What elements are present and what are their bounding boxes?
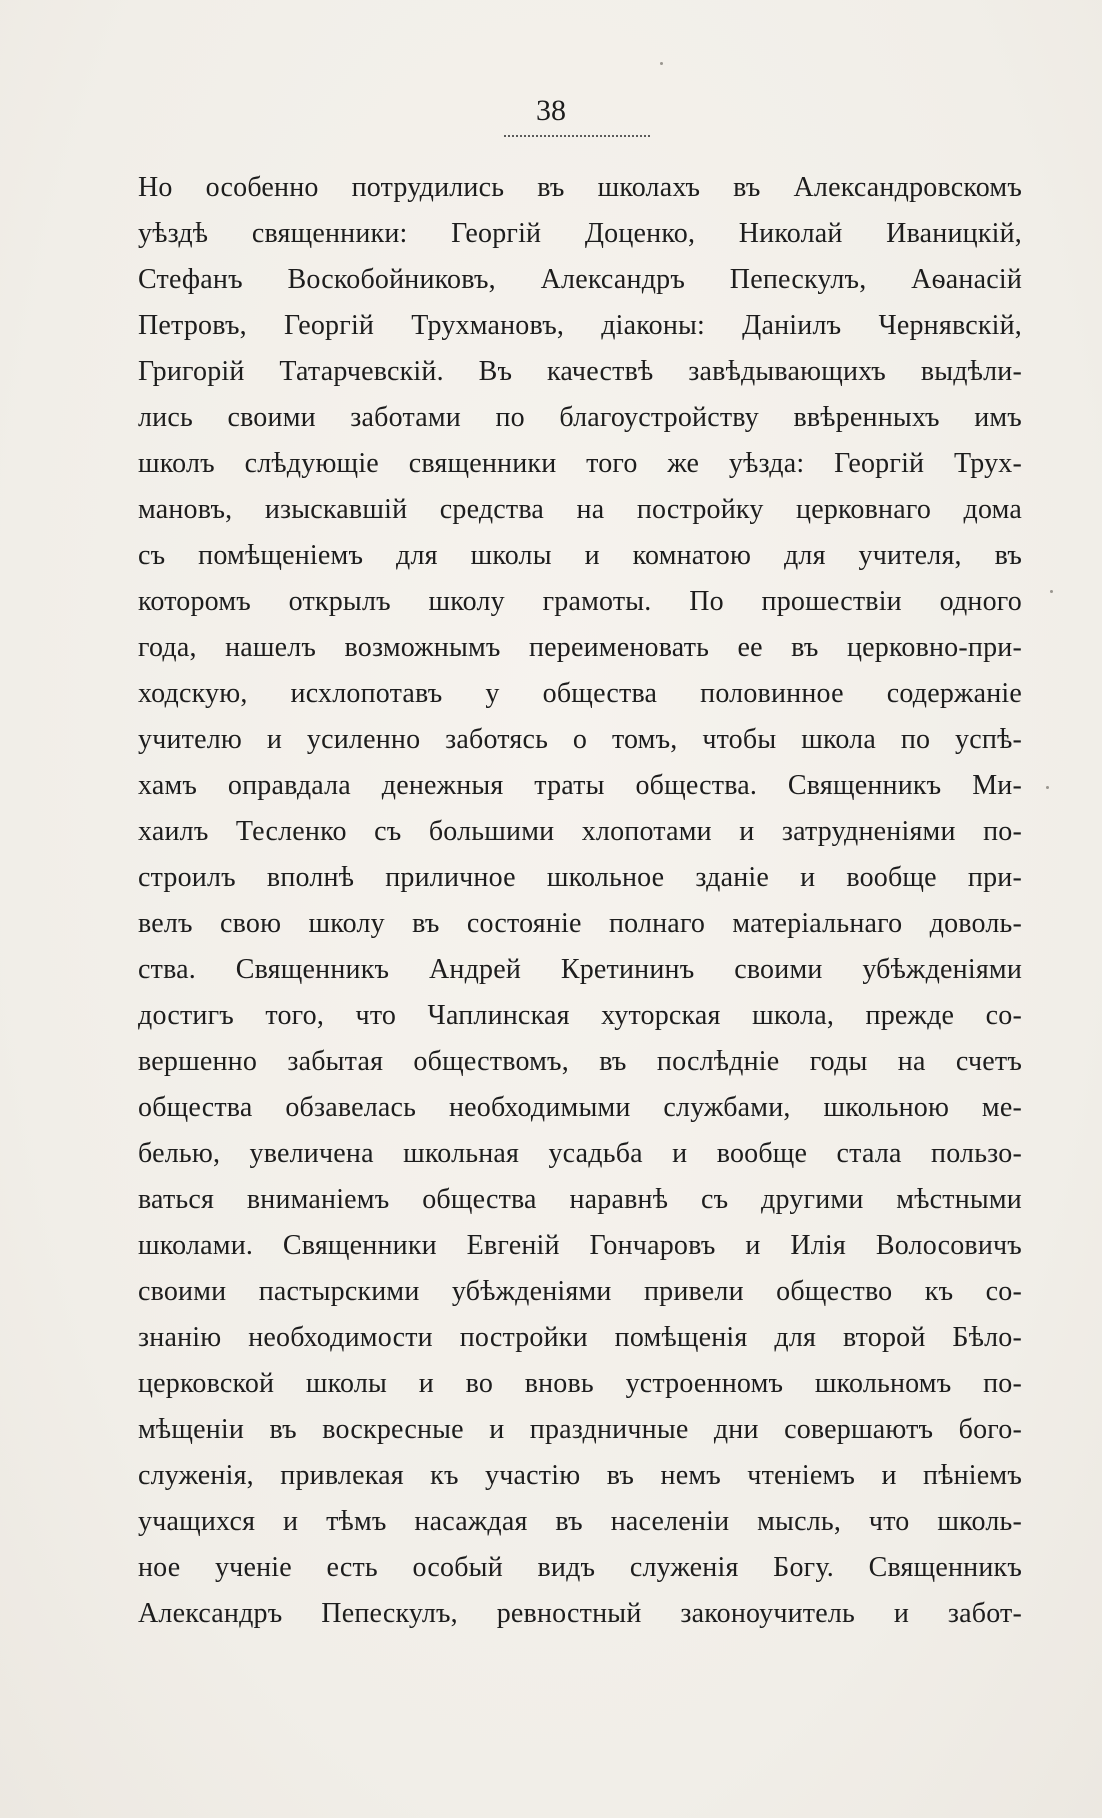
- text-line: хаилъ Тесленко съ большими хлопотами и затрудненіями по-: [138, 816, 1022, 847]
- body-text: [138, 165, 1022, 1637]
- text-line: хамъ оправдала денежныя траты общества. Священникъ Ми-: [138, 770, 1022, 801]
- text-line: велъ свою школу въ состояніе полнаго матеріальнаго доволь-: [138, 908, 1022, 939]
- text-line: знанію необходимости постройки помѣщенія для второй Бѣло-: [138, 1322, 1022, 1353]
- paper-speck: [1046, 786, 1049, 789]
- text-line: служенія, привлекая къ участію въ немъ чтеніемъ и пѣніемъ: [138, 1460, 1022, 1491]
- text-line: года, нашелъ возможнымъ переименовать ее въ церковно-при-: [138, 632, 1022, 663]
- text-line: ства. Священникъ Андрей Кретининъ своими убѣжденіями: [138, 954, 1022, 985]
- text-line: строилъ вполнѣ приличное школьное зданіе и вообще при-: [138, 862, 1022, 893]
- text-line: достигъ того, что Чаплинская хуторская школа, прежде со-: [138, 1000, 1022, 1031]
- text-line: лись своими заботами по благоустройству ввѣренныхъ имъ: [138, 402, 1022, 433]
- text-line: школами. Священники Евгеній Гончаровъ и Илія Волосовичъ: [138, 1230, 1022, 1261]
- text-line: школъ слѣдующіе священники того же уѣзда: Георгій Трух-: [138, 448, 1022, 479]
- text-line: мѣщеніи въ воскресные и праздничные дни совершаютъ бого-: [138, 1414, 1022, 1445]
- text-line: учащихся и тѣмъ насаждая въ населеніи мысль, что школь-: [138, 1506, 1022, 1537]
- text-line: Григорій Татарчевскій. Въ качествѣ завѣдывающихъ выдѣли-: [138, 356, 1022, 387]
- text-line: Стефанъ Воскобойниковъ, Александръ Пепескулъ, Аѳанасій: [138, 264, 1022, 295]
- text-line: Но особенно потрудились въ школахъ въ Александровскомъ: [138, 172, 1022, 203]
- text-line: учителю и усиленно заботясь о томъ, чтобы школа по успѣ-: [138, 724, 1022, 755]
- text-line: которомъ открылъ школу грамоты. По прошествіи одного: [138, 586, 1022, 617]
- text-line: белью, увеличена школьная усадьба и вообще стала пользо-: [138, 1138, 1022, 1169]
- text-line: общества обзавелась необходимыми службами, школьною ме-: [138, 1092, 1022, 1123]
- text-line: ходскую, исхлопотавъ у общества половинное содержаніе: [138, 678, 1022, 709]
- paper-speck: [1050, 590, 1053, 593]
- text-line: церковской школы и во вновь устроенномъ школьномъ по-: [138, 1368, 1022, 1399]
- text-line: Александръ Пепескулъ, ревностный законоучитель и забот-: [138, 1598, 1022, 1629]
- paper-speck: [660, 62, 663, 65]
- text-line: своими пастырскими убѣжденіями привели общество къ со-: [138, 1276, 1022, 1307]
- page-number: 38: [536, 94, 566, 127]
- text-line: вершенно забытая обществомъ, въ послѣдніе годы на счетъ: [138, 1046, 1022, 1077]
- text-line: съ помѣщеніемъ для школы и комнатою для учителя, въ: [138, 540, 1022, 571]
- header-rule: [504, 135, 650, 137]
- text-line: мановъ, изыскавшій средства на постройку церковнаго дома: [138, 494, 1022, 525]
- text-line: ное ученіе есть особый видъ служенія Богу. Священникъ: [138, 1552, 1022, 1583]
- text-line: ваться вниманіемъ общества наравнѣ съ другими мѣстными: [138, 1184, 1022, 1215]
- text-line: Петровъ, Георгій Трухмановъ, діаконы: Даніилъ Чернявскій,: [138, 310, 1022, 341]
- text-line: уѣздѣ священники: Георгій Доценко, Николай Иваницкій,: [138, 218, 1022, 249]
